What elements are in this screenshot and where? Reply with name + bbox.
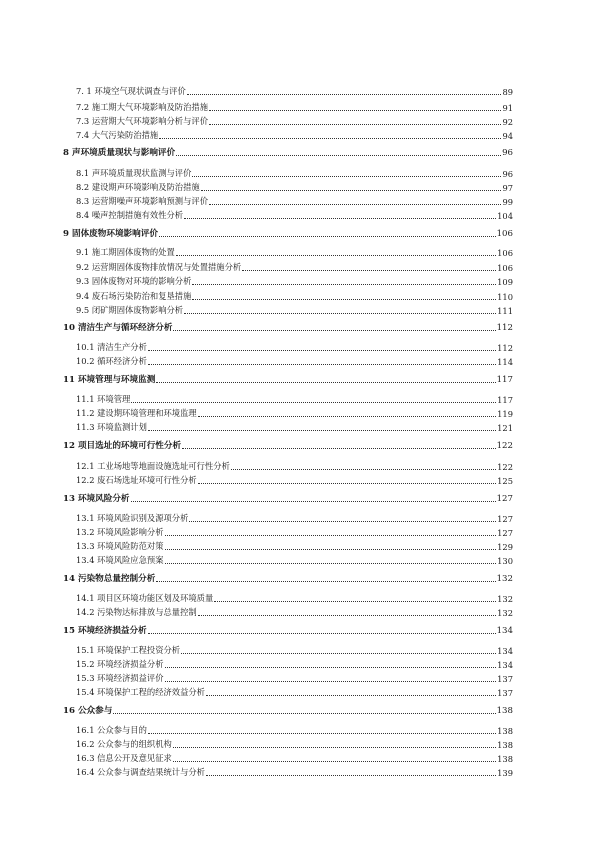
toc-leader-dots bbox=[148, 350, 496, 351]
toc-entry[interactable] bbox=[0, 764, 595, 778]
toc-entry-title: 13.1 环境风险识别及源项分析 bbox=[76, 513, 189, 523]
toc-chapter[interactable] bbox=[0, 702, 595, 716]
toc-entry-page: 137 bbox=[497, 674, 513, 684]
toc-leader-dots bbox=[165, 667, 497, 668]
toc-leader-dots bbox=[165, 681, 497, 682]
toc-chapter[interactable] bbox=[0, 437, 595, 451]
toc-entry-page: 138 bbox=[497, 754, 513, 764]
toc-entry-page: 97 bbox=[502, 183, 513, 193]
toc-entry[interactable] bbox=[0, 165, 595, 179]
toc-entry-page: 132 bbox=[497, 594, 513, 604]
toc-entry-page: 89 bbox=[502, 87, 513, 97]
toc-leader-dots bbox=[159, 236, 496, 237]
toc-entry-title: 15.4 环境保护工程的经济效益分析 bbox=[76, 687, 205, 697]
toc-entry[interactable] bbox=[0, 259, 595, 273]
toc-chapter-page: 132 bbox=[496, 574, 513, 584]
toc-entry-title: 16.2 公众参与的组织机构 bbox=[76, 739, 172, 749]
toc-entry-title: 8.3 运营期噪声环境影响预测与评价 bbox=[76, 196, 208, 206]
toc-entry-page: 134 bbox=[497, 646, 513, 656]
toc-leader-dots bbox=[131, 402, 496, 403]
toc-chapter-title: 8 声环境质量现状与影响评价 bbox=[63, 148, 176, 158]
toc-entry-title: 7. 1 环境空气现状调查与评价 bbox=[76, 86, 186, 96]
toc-entry-title: 8.2 建设期声环境影响及防治措施 bbox=[76, 182, 200, 192]
toc-entry[interactable] bbox=[0, 83, 595, 97]
toc-entry-title: 15.2 环境经济损益分析 bbox=[76, 659, 164, 669]
toc-entry-page: 104 bbox=[497, 211, 513, 221]
toc-entry[interactable] bbox=[0, 127, 595, 141]
toc-entry-title: 13.3 环境风险防范对策 bbox=[76, 541, 164, 551]
toc-entry-title: 9.5 闭矿期固体废物影响分析 bbox=[76, 305, 184, 315]
toc-chapter-title: 13 环境风险分析 bbox=[63, 494, 130, 504]
toc-entry-page: 106 bbox=[497, 248, 513, 258]
toc-entry[interactable] bbox=[0, 113, 595, 127]
toc-entry[interactable] bbox=[0, 604, 595, 618]
toc-leader-dots bbox=[159, 138, 501, 139]
toc-entry[interactable] bbox=[0, 302, 595, 316]
toc-entry-page: 137 bbox=[497, 688, 513, 698]
toc-entry-page: 110 bbox=[497, 292, 513, 302]
toc-entry[interactable] bbox=[0, 722, 595, 736]
toc-entry[interactable] bbox=[0, 288, 595, 302]
toc-entry[interactable] bbox=[0, 750, 595, 764]
toc-entry[interactable] bbox=[0, 670, 595, 684]
toc-chapter-title: 9 固体废物环境影响评价 bbox=[63, 229, 158, 239]
toc-entry[interactable] bbox=[0, 458, 595, 472]
toc-entry-page: 138 bbox=[497, 726, 513, 736]
toc-entry-title: 9.1 施工期固体废物的处置 bbox=[76, 247, 175, 257]
toc-entry-title: 7.2 施工期大气环境影响及防治措施 bbox=[76, 102, 208, 112]
toc-entry-page: 121 bbox=[497, 423, 513, 433]
toc-entry[interactable] bbox=[0, 353, 595, 367]
toc-entry-title: 7.4 大气污染防治措施 bbox=[76, 130, 159, 140]
toc-leader-dots bbox=[209, 110, 501, 111]
toc-leader-dots bbox=[242, 270, 496, 271]
toc-entry[interactable] bbox=[0, 244, 595, 258]
toc-entry-page: 122 bbox=[497, 462, 513, 472]
toc-leader-dots bbox=[156, 581, 495, 582]
toc-entry[interactable] bbox=[0, 656, 595, 670]
toc-entry-title: 13.4 环境风险应急预案 bbox=[76, 555, 164, 565]
toc-leader-dots bbox=[187, 94, 502, 95]
toc-entry-title: 11.2 建设期环境管理和环境监理 bbox=[76, 408, 197, 418]
toc-entry-page: 117 bbox=[497, 395, 513, 405]
toc-entry-title: 15.1 环境保护工程投资分析 bbox=[76, 645, 181, 655]
toc-entry-title: 10.1 清洁生产分析 bbox=[76, 342, 147, 352]
toc-entry-page: 127 bbox=[497, 514, 513, 524]
toc-entry[interactable] bbox=[0, 405, 595, 419]
toc-leader-dots bbox=[209, 124, 501, 125]
toc-entry-title: 7.3 运营期大气环境影响分析与评价 bbox=[76, 116, 208, 126]
toc-leader-dots bbox=[176, 155, 501, 156]
toc-chapter[interactable] bbox=[0, 622, 595, 636]
toc-chapter-title: 11 环境管理与环境监测 bbox=[63, 375, 156, 385]
toc-chapter[interactable] bbox=[0, 371, 595, 385]
toc-entry-page: 92 bbox=[502, 117, 513, 127]
toc-leader-dots bbox=[184, 313, 496, 314]
toc-entry-title: 10.2 循环经济分析 bbox=[76, 356, 147, 366]
toc-chapter-title: 16 公众参与 bbox=[63, 706, 113, 716]
toc-leader-dots bbox=[192, 299, 496, 300]
toc-leader-dots bbox=[165, 563, 497, 564]
toc-chapter-title: 14 污染物总量控制分析 bbox=[63, 574, 156, 584]
toc-entry-title: 13.2 环境风险影响分析 bbox=[76, 527, 164, 537]
toc-entry-title: 14.2 污染物达标排放与总量控制 bbox=[76, 607, 197, 617]
toc-leader-dots bbox=[148, 364, 496, 365]
toc-leader-dots bbox=[173, 747, 496, 748]
toc-entry-page: 109 bbox=[497, 277, 513, 287]
toc-entry[interactable] bbox=[0, 193, 595, 207]
toc-entry-page: 91 bbox=[502, 103, 513, 113]
toc-entry-page: 138 bbox=[497, 740, 513, 750]
toc-leader-dots bbox=[181, 653, 496, 654]
toc-entry[interactable] bbox=[0, 642, 595, 656]
toc-entry-page: 130 bbox=[497, 556, 513, 566]
toc-leader-dots bbox=[113, 713, 495, 714]
toc-entry[interactable] bbox=[0, 524, 595, 538]
toc-entry-title: 8.4 噪声控制措施有效性分析 bbox=[76, 210, 184, 220]
toc-leader-dots bbox=[189, 521, 496, 522]
toc-leader-dots bbox=[148, 733, 496, 734]
toc-entry-title: 9.4 废石场污染防治和复垦措施 bbox=[76, 291, 192, 301]
toc-entry-title: 16.3 信息公开及意见征求 bbox=[76, 753, 172, 763]
toc-entry[interactable] bbox=[0, 684, 595, 698]
toc-leader-dots bbox=[198, 416, 496, 417]
toc-chapter[interactable] bbox=[0, 319, 595, 333]
toc-leader-dots bbox=[148, 430, 496, 431]
toc-leader-dots bbox=[201, 190, 502, 191]
toc-chapter-page: 134 bbox=[496, 626, 513, 636]
toc-leader-dots bbox=[184, 218, 496, 219]
toc-entry-title: 9.2 运营期固体废物排放情况与处置措施分析 bbox=[76, 262, 242, 272]
toc-entry-page: 106 bbox=[497, 263, 513, 273]
toc-leader-dots bbox=[156, 382, 495, 383]
toc-leader-dots bbox=[214, 601, 496, 602]
toc-entry-title: 12.1 工业场地等地面设施选址可行性分析 bbox=[76, 461, 230, 471]
toc-entry[interactable] bbox=[0, 590, 595, 604]
toc-entry[interactable] bbox=[0, 339, 595, 353]
toc-entry[interactable] bbox=[0, 552, 595, 566]
toc-entry-page: 96 bbox=[502, 169, 513, 179]
toc-leader-dots bbox=[231, 469, 496, 470]
toc-leader-dots bbox=[182, 448, 496, 449]
toc-entry-page: 99 bbox=[502, 197, 513, 207]
toc-entry[interactable] bbox=[0, 419, 595, 433]
toc-leader-dots bbox=[131, 501, 496, 502]
toc-entry-page: 125 bbox=[497, 476, 513, 486]
toc-chapter[interactable] bbox=[0, 225, 595, 239]
toc-chapter-page: 96 bbox=[502, 148, 513, 158]
toc-entry-title: 14.1 项目区环境功能区划及环境质量 bbox=[76, 593, 214, 603]
toc-leader-dots bbox=[198, 483, 496, 484]
toc-chapter-page: 127 bbox=[496, 494, 513, 504]
toc-entry-page: 129 bbox=[497, 542, 513, 552]
toc-entry-page: 134 bbox=[497, 660, 513, 670]
toc-entry-title: 15.3 环境经济损益评价 bbox=[76, 673, 164, 683]
toc-entry-title: 8.1 声环境质量现状监测与评价 bbox=[76, 168, 192, 178]
toc-entry-title: 11.1 环境管理 bbox=[76, 394, 131, 404]
toc-entry[interactable] bbox=[0, 538, 595, 552]
toc-entry[interactable] bbox=[0, 736, 595, 750]
toc-entry-page: 127 bbox=[497, 528, 513, 538]
toc-entry[interactable] bbox=[0, 472, 595, 486]
toc-chapter[interactable] bbox=[0, 144, 595, 158]
toc-leader-dots bbox=[176, 255, 496, 256]
toc-entry-page: 111 bbox=[497, 306, 513, 316]
toc-entry[interactable] bbox=[0, 99, 595, 113]
toc-chapter-page: 106 bbox=[496, 229, 513, 239]
toc-entry-title: 11.3 环境监测计划 bbox=[76, 422, 147, 432]
toc-chapter-page: 112 bbox=[496, 323, 513, 333]
toc-leader-dots bbox=[148, 633, 496, 634]
toc-leader-dots bbox=[165, 549, 497, 550]
toc-chapter-title: 15 环境经济损益分析 bbox=[63, 626, 147, 636]
toc-leader-dots bbox=[206, 775, 496, 776]
toc-entry[interactable] bbox=[0, 207, 595, 221]
toc-leader-dots bbox=[192, 284, 496, 285]
toc-chapter-title: 10 清洁生产与循环经济分析 bbox=[63, 323, 173, 333]
toc-chapter-page: 138 bbox=[496, 706, 513, 716]
toc-entry[interactable] bbox=[0, 179, 595, 193]
toc-entry[interactable] bbox=[0, 273, 595, 287]
toc-leader-dots bbox=[192, 176, 501, 177]
toc-leader-dots bbox=[173, 330, 495, 331]
toc-entry[interactable] bbox=[0, 510, 595, 524]
toc-chapter-page: 117 bbox=[496, 375, 513, 385]
toc-chapter-title: 12 项目选址的环境可行性分析 bbox=[63, 441, 182, 451]
toc-entry-page: 139 bbox=[497, 768, 513, 778]
toc-leader-dots bbox=[165, 535, 497, 536]
toc-leader-dots bbox=[206, 695, 496, 696]
toc-entry-page: 114 bbox=[497, 357, 513, 367]
toc-entry-title: 16.4 公众参与调查结果统计与分析 bbox=[76, 767, 205, 777]
toc-leader-dots bbox=[173, 761, 496, 762]
toc-leader-dots bbox=[198, 615, 496, 616]
toc-entry-title: 12.2 废石场选址环境可行性分析 bbox=[76, 475, 197, 485]
toc-entry[interactable] bbox=[0, 391, 595, 405]
toc-chapter[interactable] bbox=[0, 570, 595, 584]
toc-entry-page: 112 bbox=[497, 343, 513, 353]
toc-chapter-page: 122 bbox=[496, 441, 513, 451]
toc-entry-page: 119 bbox=[497, 409, 513, 419]
toc-entry-title: 16.1 公众参与目的 bbox=[76, 725, 147, 735]
toc-entry-page: 94 bbox=[502, 131, 513, 141]
toc-entry-title: 9.3 固体废物对环境的影响分析 bbox=[76, 276, 192, 286]
toc-chapter[interactable] bbox=[0, 490, 595, 504]
toc-entry-page: 132 bbox=[497, 608, 513, 618]
toc-leader-dots bbox=[209, 204, 501, 205]
